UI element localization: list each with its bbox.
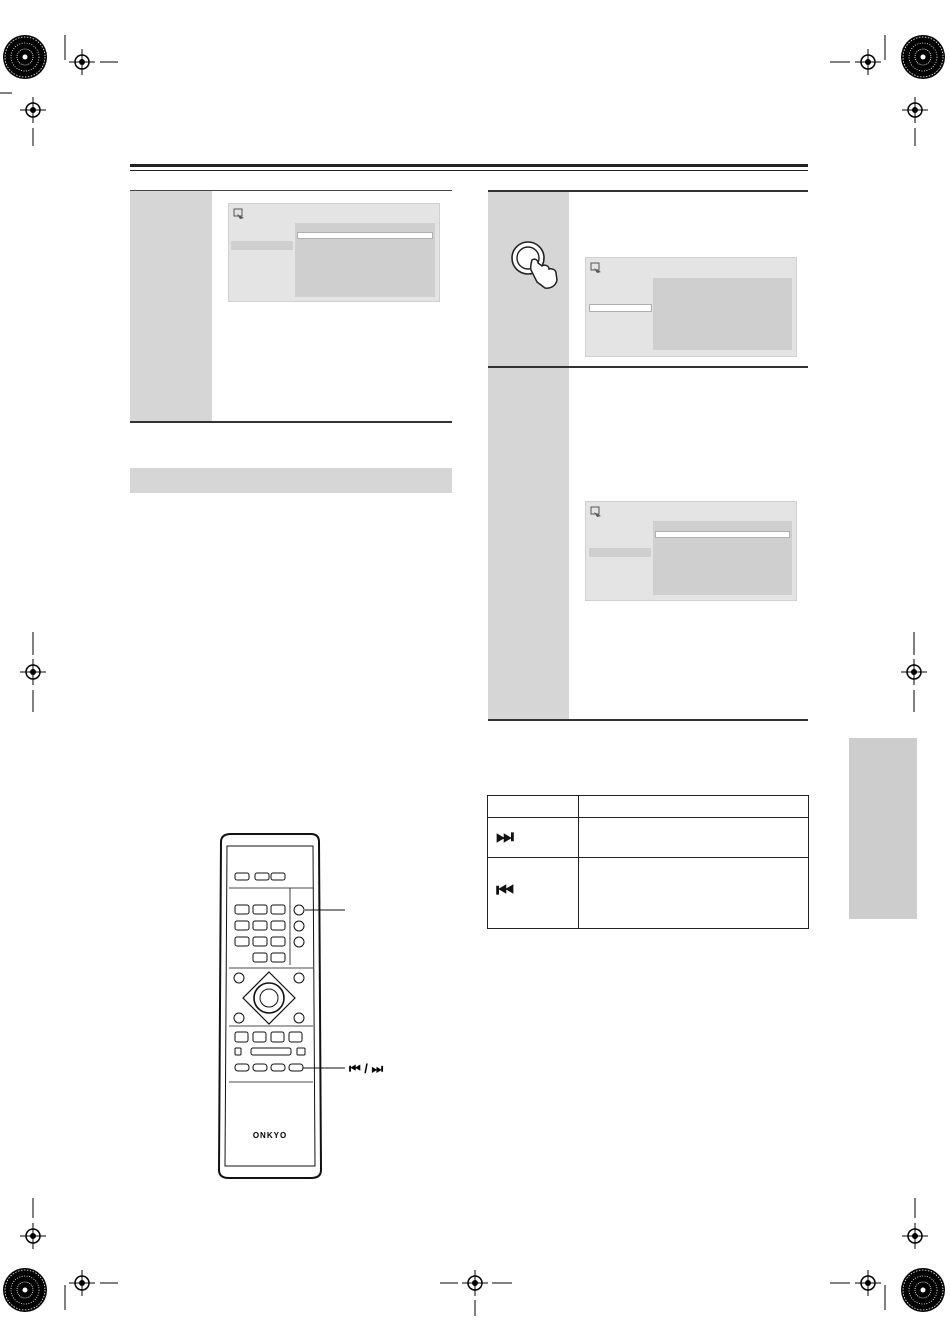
header-rule-bottom	[130, 170, 808, 171]
press-button-icon	[505, 236, 565, 292]
left-step-bottom-rule	[130, 421, 452, 423]
menu-left-item-selected	[231, 241, 293, 250]
menu-left-item-selected	[589, 548, 651, 557]
next-track-icon: ⏭	[496, 826, 509, 848]
table-row-text	[579, 818, 808, 858]
remote-control-illustration	[215, 830, 415, 1185]
table-header-col2	[579, 796, 808, 818]
right-step-2-tab	[488, 368, 569, 719]
remote-brand-label: ONKYO	[252, 1131, 288, 1140]
left-step-tab	[130, 191, 212, 421]
menu-options-panel	[653, 278, 792, 350]
header-rule-top	[130, 164, 808, 167]
disc-menu-icon	[590, 262, 604, 274]
menu-screen-3	[585, 501, 797, 601]
menu-option-selected	[297, 232, 433, 239]
menu-screen-1	[228, 203, 440, 302]
table-row	[488, 858, 579, 928]
skip-buttons-callout: ⏮ / ⏭	[349, 1061, 384, 1076]
menu-options-panel	[295, 223, 435, 297]
menu-option-selected	[655, 531, 790, 538]
menu-options-panel	[653, 521, 792, 595]
table-header-col1	[488, 796, 579, 818]
table-row-text	[579, 858, 808, 928]
previous-track-icon: ⏮	[496, 880, 509, 902]
section-heading-bar	[130, 468, 452, 493]
disc-menu-icon	[233, 208, 247, 220]
chapter-side-tab	[849, 738, 917, 919]
button-function-table	[487, 795, 809, 929]
menu-left-item-selected	[589, 304, 652, 312]
disc-menu-icon	[590, 506, 604, 518]
table-row	[488, 818, 579, 858]
menu-screen-2	[585, 257, 797, 357]
